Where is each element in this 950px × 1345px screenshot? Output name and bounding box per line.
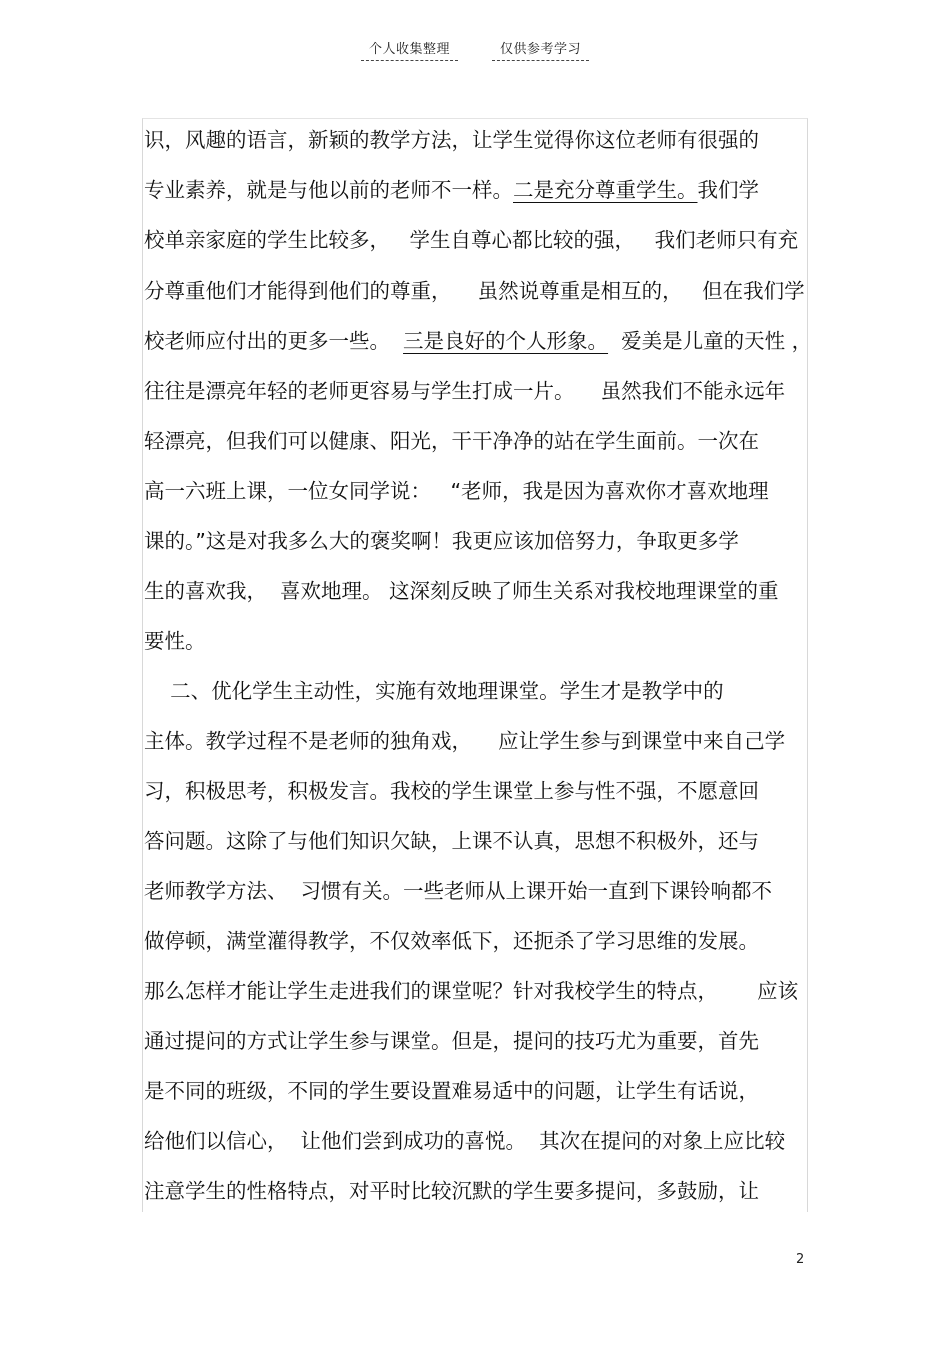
text-line: 习，积极思考，积极发言。我校的学生课堂上参与性不强，不愿意回: [144, 779, 759, 803]
text-line: 识，风趣的语言，新颖的教学方法，让学生觉得你这位老师有很强的: [144, 128, 759, 152]
text-line: 往往是漂亮年轻的老师更容易与学生打成一片。 虽然我们不能永远年: [144, 379, 786, 403]
text-line: 专业素养，就是与他以前的老师不一样。二是充分尊重学生。我们学: [144, 178, 759, 202]
text-line: 是不同的班级，不同的学生要设置难易适中的问题，让学生有话说，: [144, 1079, 759, 1103]
text-line: 那么怎样才能让学生走进我们的课堂呢？针对我校学生的特点， 应该: [144, 979, 799, 1003]
text-line: 要性。: [144, 629, 206, 653]
page-number: 2: [796, 1252, 805, 1267]
page-header: [0, 38, 950, 61]
text-line: 轻漂亮，但我们可以健康、阳光，干干净净的站在学生面前。一次在: [144, 429, 759, 453]
text-line: 生的喜欢我， 喜欢地理。 这深刻反映了师生关系对我校地理课堂的重: [144, 579, 779, 603]
header-right-text: 仅供参考学习: [492, 38, 589, 61]
text-line: 答问题。这除了与他们知识欠缺，上课不认真，思想不积极外，还与: [144, 829, 759, 853]
text-line: 做停顿，满堂灌得教学，不仅效率低下，还扼杀了学习思维的发展。: [144, 929, 759, 953]
text-line: 老师教学方法、 习惯有关。一些老师从上课开始一直到下课铃响都不: [144, 879, 773, 903]
text-line: 分尊重他们才能得到他们的尊重， 虽然说尊重是相互的， 但在我们学: [144, 279, 805, 303]
header-left-text: 个人收集整理: [361, 38, 458, 61]
text-line: 注意学生的性格特点，对平时比较沉默的学生要多提问，多鼓励，让: [144, 1179, 759, 1203]
text-line: 校单亲家庭的学生比较多， 学生自尊心都比较的强， 我们老师只有充: [144, 228, 799, 252]
text-line: 校老师应付出的更多一些。 三是良好的个人形象。 爱美是儿童的天性 ，: [144, 329, 813, 353]
text-line: 给他们以信心， 让他们尝到成功的喜悦。 其次在提问的对象上应比较: [144, 1129, 786, 1153]
text-line: 通过提问的方式让学生参与课堂。但是，提问的技巧尤为重要，首先: [144, 1029, 759, 1053]
text-line: 课的。”这是对我多么大的褒奖啊！我更应该加倍努力，争取更多学: [144, 529, 739, 553]
underlined-phrase: 三是良好的个人形象。: [403, 329, 609, 353]
underlined-phrase: 二是充分尊重学生。: [513, 178, 698, 202]
text-line: 高一六班上课，一位女同学说： “老师，我是因为喜欢你才喜欢地理: [144, 479, 769, 503]
text-line: 二、优化学生主动性，实施有效地理课堂。学生才是教学中的: [144, 679, 724, 703]
text-line: 主体。教学过程不是老师的独角戏， 应让学生参与到课堂中来自己学: [144, 729, 786, 753]
